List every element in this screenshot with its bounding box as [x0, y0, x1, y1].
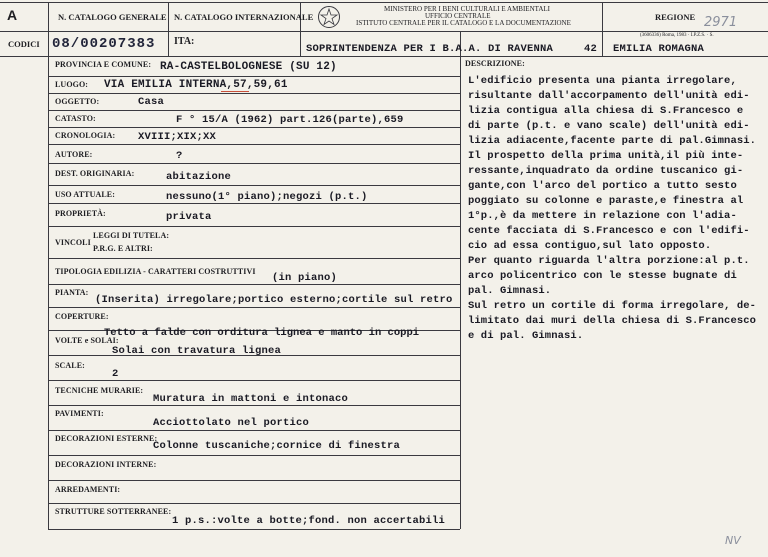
- row-divider: [48, 93, 460, 94]
- descrizione-line: L'edificio presenta una pianta irregolare,: [468, 75, 737, 87]
- row-divider: [48, 405, 460, 406]
- descrizione-line: e di pal. Gimnasi.: [468, 330, 584, 342]
- coperture-value: Tetto a falde con orditura lignea e manto in coppi: [104, 327, 420, 339]
- region-name: EMILIA ROMAGNA: [613, 43, 705, 55]
- decorazioni-interne-label: DECORAZIONI INTERNE:: [55, 460, 157, 469]
- descrizione-line: lizia contigua alla chiesa di S.Francesco e: [468, 105, 744, 117]
- tecniche-murarie-label: TECNICHE MURARIE:: [55, 386, 144, 395]
- prg-label: P.R.G. E ALTRI:: [93, 244, 153, 253]
- frame-top: [0, 2, 768, 3]
- ministry-line-3: ISTITUTO CENTRALE PER IL CATALOGO E LA DOCUMENTAZIONE: [356, 19, 571, 27]
- catalogo-internazionale-label: N. CATALOGO INTERNAZIONALE: [174, 12, 314, 22]
- catalogo-generale-label: N. CATALOGO GENERALE: [58, 12, 167, 22]
- provincia-value: RA-CASTELBOLOGNESE (SU 12): [160, 61, 337, 73]
- descrizione-line: cio ad essa contiguo,sul lato opposto.: [468, 240, 712, 252]
- descrizione-line: poggiato su colonne e paraste,e finestra al: [468, 195, 744, 207]
- row-divider: [48, 144, 460, 145]
- volte-solai-label: VOLTE e SOLAI:: [55, 336, 119, 345]
- soprintendenza-value: SOPRINTENDENZA PER I B.A.A. DI RAVENNA: [306, 43, 554, 55]
- regione-label: REGIONE: [655, 12, 696, 22]
- row-divider: [48, 480, 460, 481]
- descrizione-line: pal. Gimnasi.: [468, 285, 552, 297]
- dest-originaria-value: abitazione: [166, 171, 232, 183]
- codici-divider: [0, 56, 768, 57]
- header-divider: [168, 2, 169, 56]
- cronologia-label: CRONOLOGIA:: [55, 131, 116, 140]
- descrizione-line: risultante dall'accorpamento dell'unità edi-: [468, 90, 750, 102]
- sheet-letter: A: [7, 7, 18, 23]
- decorazioni-esterne-value: Colonne tuscaniche;cornice di finestra: [153, 440, 401, 452]
- proprieta-label: PROPRIETÀ:: [55, 209, 106, 218]
- pavimenti-value: Acciottolato nel portico: [153, 417, 310, 429]
- descrizione-line: Sul retro un cortile di forma irregolare, de-: [468, 300, 757, 312]
- row-divider: [48, 430, 460, 431]
- catalogo-generale-value: 08/00207383: [52, 36, 156, 52]
- ministry-line-2: UFFICIO CENTRALE: [425, 12, 491, 20]
- header-divider: [48, 2, 49, 529]
- pavimenti-label: PAVIMENTI:: [55, 409, 104, 418]
- scale-label: SCALE:: [55, 361, 85, 370]
- cronologia-value: XVIII;XIX;XX: [138, 131, 217, 143]
- descrizione-label: DESCRIZIONE:: [465, 59, 525, 68]
- descrizione-line: di parte (p.t. e vano scale) dell'unità edi-: [468, 120, 750, 132]
- descrizione-line: lizia adiacente,facente parte di pal.Gimnasi.: [468, 135, 757, 147]
- descrizione-line: 1°p.,è da mettere in relazione con l'adia-: [468, 210, 737, 222]
- oggetto-label: OGGETTO:: [55, 97, 100, 106]
- row-divider: [48, 284, 460, 285]
- italian-emblem-icon: [317, 5, 341, 34]
- coperture-label: COPERTURE:: [55, 312, 109, 321]
- row-divider: [48, 380, 460, 381]
- catasto-value: F ° 15/A (1962) part.126(parte),659: [176, 114, 404, 126]
- row-divider: [48, 76, 460, 77]
- vincoli-label: VINCOLI: [55, 238, 91, 247]
- leggi-tutela-label: LEGGI DI TUTELA:: [93, 231, 170, 240]
- descrizione-line: Il prospetto della prima unità,il più inte-: [468, 150, 744, 162]
- descrizione-line: gante,con l'arco del portico a tutto sesto: [468, 180, 737, 192]
- luogo-underline: [221, 91, 249, 92]
- row-divider: [48, 226, 460, 227]
- ita-label: ITA:: [174, 36, 195, 47]
- uso-attuale-label: USO ATTUALE:: [55, 190, 115, 199]
- region-code: 42: [584, 43, 598, 55]
- volte-solai-value: Solai con travatura lignea: [112, 345, 282, 357]
- descrizione-line: Per quanto riguarda l'altra porzione:al p.t.: [468, 255, 750, 267]
- row-divider: [48, 110, 460, 111]
- row-divider: [48, 307, 460, 308]
- codici-label: CODICI: [8, 39, 40, 49]
- row-divider: [48, 185, 460, 186]
- tipologia-label: TIPOLOGIA EDILIZIA - CARATTERI COSTRUTTIVI: [55, 267, 256, 276]
- descrizione-line: limitato dai muri della chiesa di S.Francesco: [468, 315, 757, 327]
- scale-value: 2: [112, 368, 119, 380]
- descrizione-line: ressante,inquadrato da ordine tuscanico gi-: [468, 165, 744, 177]
- header-divider: [460, 31, 461, 529]
- decorazioni-esterne-label: DECORAZIONI ESTERNE:: [55, 434, 158, 443]
- pianta-label: PIANTA:: [55, 288, 89, 297]
- autore-label: AUTORE:: [55, 150, 93, 159]
- descrizione-line: arco policentrico con le stesse bugnate di: [468, 270, 737, 282]
- luogo-value: VIA EMILIA INTERNA,57,59,61: [104, 79, 288, 91]
- row-divider: [48, 503, 460, 504]
- autore-value: ?: [176, 150, 183, 162]
- proprieta-value: privata: [166, 211, 212, 223]
- tecniche-murarie-value: Muratura in mattoni e intonaco: [153, 393, 349, 405]
- oggetto-value: Casa: [138, 96, 165, 108]
- row-divider: [48, 203, 460, 204]
- row-divider: [48, 127, 460, 128]
- strutture-sotterranee-value: 1 p.s.:volte a botte;fond. non accertabili: [172, 515, 446, 527]
- provincia-label: PROVINCIA E COMUNE:: [55, 60, 152, 69]
- uso-attuale-value: nessuno(1° piano);negozi (p.t.): [166, 191, 368, 203]
- ministry-line-1: MINISTERO PER I BENI CULTURALI E AMBIENTALI: [384, 5, 551, 13]
- strutture-sotterranee-label: STRUTTURE SOTTERRANEE:: [55, 507, 172, 516]
- header-divider: [0, 31, 768, 32]
- row-divider: [48, 258, 460, 259]
- header-divider: [602, 2, 603, 56]
- descrizione-line: cente facciata di S.Francesco e con l'edifi-: [468, 225, 750, 237]
- row-divider: [48, 455, 460, 456]
- tipologia-value: (in piano): [272, 272, 338, 284]
- arredamenti-label: ARREDAMENTI:: [55, 485, 121, 494]
- luogo-label: LUOGO:: [55, 80, 89, 89]
- pianta-value: (Inserita) irregolare;portico esterno;cortile sul retro: [95, 294, 453, 306]
- catasto-label: CATASTO:: [55, 114, 96, 123]
- handwritten-initials: NV: [725, 534, 741, 547]
- frame-bottom: [48, 529, 460, 530]
- descrizione-text: [468, 74, 764, 344]
- dest-originaria-label: DEST. ORIGINARIA:: [55, 169, 135, 178]
- row-divider: [48, 163, 460, 164]
- header-divider: [300, 2, 301, 56]
- print-note: (3606336) Roma, 1983 · I.P.Z.S. · S.: [640, 33, 714, 38]
- handwritten-number: 2971: [704, 15, 738, 30]
